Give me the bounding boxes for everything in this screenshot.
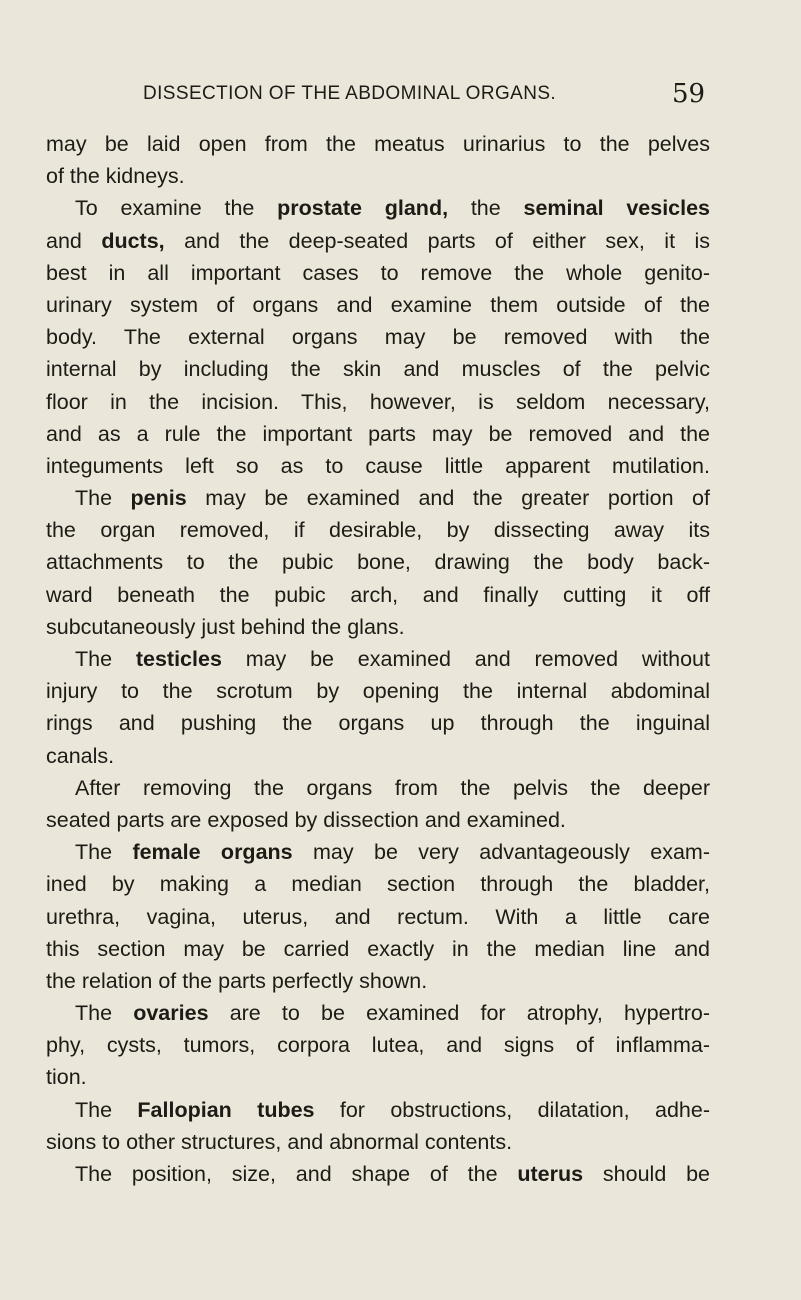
text-line: ward beneath the pubic arch, and finally cutting it off: [46, 582, 710, 607]
term-ovaries: ovaries: [133, 1001, 209, 1026]
text-line: phy, cysts, tumors, corpora lutea, and signs of inflamma-: [46, 1033, 710, 1058]
term-ducts: ducts,: [101, 228, 165, 253]
page-number: 59: [672, 79, 706, 109]
text-line: rings and pushing the organs up through the inguinal: [46, 711, 710, 736]
term-seminal-vesicles: seminal vesicles: [523, 196, 711, 221]
text-line: internal by including the skin and muscles of the pelvic: [46, 357, 710, 382]
running-head: [0, 79, 801, 109]
term-testicles: testicles: [135, 647, 222, 671]
text-line: and ducts, and the deep-seated parts of either sex, it is: [46, 228, 710, 253]
term-prostate-gland: prostate gland,: [277, 196, 449, 221]
text-line: seated parts are exposed by dissection and examined.: [46, 807, 566, 832]
term-uterus: uterus: [517, 1162, 584, 1186]
text-line: body. The external organs may be removed with the: [46, 325, 710, 350]
body-text: [46, 128, 710, 1190]
text-line: After removing the organs from the pelvis the deeper: [75, 775, 710, 800]
text-line: best in all important cases to remove the whole genito-: [46, 260, 710, 285]
text-line: ined by making a median section through the bladder,: [46, 872, 710, 897]
text-line: sions to other structures, and abnormal contents.: [46, 1129, 513, 1154]
text-line: injury to the scrotum by opening the internal abdominal: [46, 679, 710, 704]
text-line: the relation of the parts perfectly shown.: [46, 968, 428, 993]
term-female-organs: female organs: [132, 840, 293, 865]
text-line: The position, size, and shape of the uterus should be: [75, 1162, 711, 1186]
text-line: subcutaneously just behind the glans.: [46, 614, 405, 639]
text-line: integuments left so as to cause little apparent mutilation.: [46, 453, 710, 478]
text-line: and as a rule the important parts may be removed and the: [46, 421, 710, 446]
text-line: may be laid open from the meatus urinarius to the pelves: [46, 132, 710, 156]
text-line: The testicles may be examined and removed without: [75, 647, 710, 671]
text-line: To examine the prostate gland, the seminal vesicles: [75, 196, 711, 221]
text-line: The Fallopian tubes for obstructions, dilatation, adhe-: [75, 1097, 710, 1122]
text-line: canals.: [46, 743, 115, 768]
text-line: attachments to the pubic bone, drawing the body back-: [46, 550, 710, 575]
text-line: The female organs may be very advantageously exam-: [75, 840, 710, 865]
term-penis: penis: [130, 486, 187, 511]
text-line: this section may be carried exactly in the median line and: [46, 936, 710, 961]
text-line: The ovaries are to be examined for atrophy, hypertro-: [75, 1001, 710, 1026]
text-line: the organ removed, if desirable, by dissecting away its: [46, 518, 710, 543]
text-line: The penis may be examined and the greater portion of: [75, 486, 710, 511]
text-line: tion.: [46, 1065, 87, 1090]
running-title: DISSECTION OF THE ABDOMINAL ORGANS.: [143, 83, 557, 104]
text-line: urethra, vagina, uterus, and rectum. With a little care: [46, 904, 710, 929]
term-fallopian-tubes: Fallopian tubes: [137, 1097, 315, 1122]
text-line: urinary system of organs and examine them outside of the: [46, 292, 710, 317]
text-line: of the kidneys.: [46, 164, 185, 189]
text-line: floor in the incision. This, however, is seldom necessary,: [46, 389, 710, 414]
